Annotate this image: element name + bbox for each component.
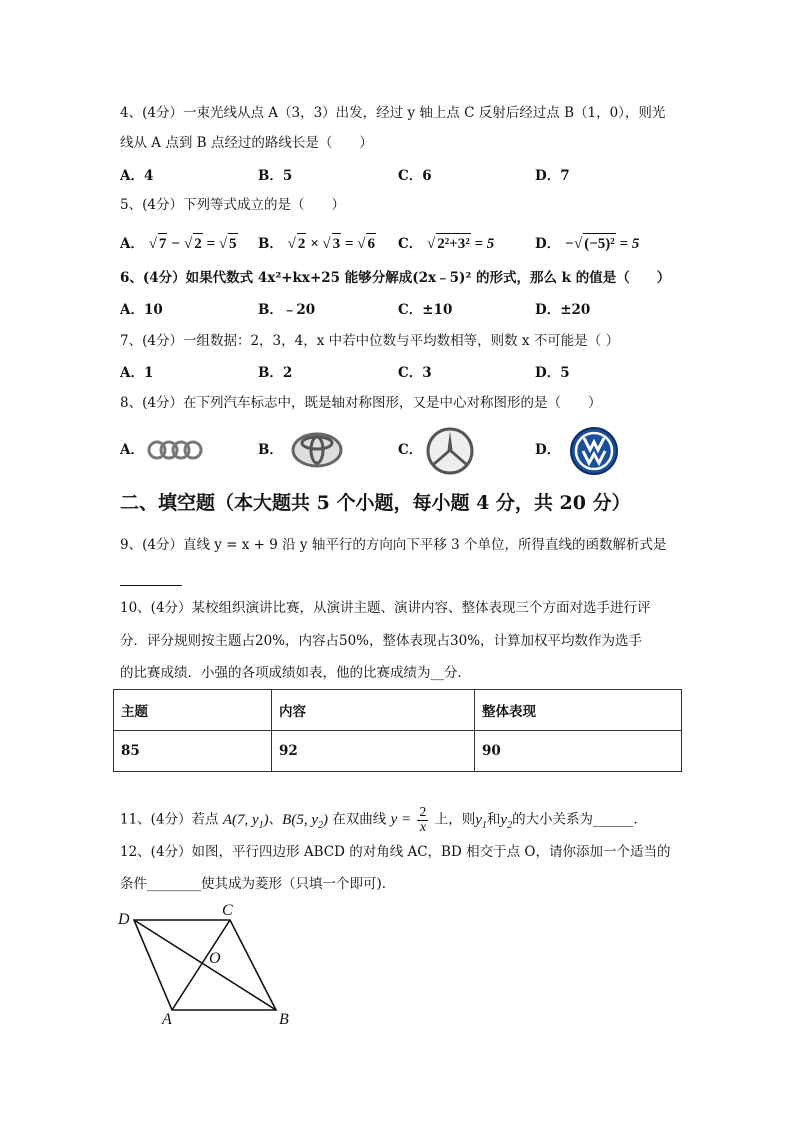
q4-option-d: D．7 bbox=[535, 168, 570, 184]
q6-option-c: C．±10 bbox=[398, 302, 453, 318]
q6-option-b: B．﹣20 bbox=[258, 302, 316, 318]
section-title: 二、填空题（本大题共 5 个小题，每小题 4 分，共 20 分） bbox=[120, 492, 631, 514]
vertex-label-c: C bbox=[222, 902, 233, 919]
q10-score-table bbox=[113, 689, 682, 772]
q11-end: 的大小关系为______. bbox=[512, 811, 638, 828]
audi-rings-icon bbox=[146, 436, 204, 464]
q11-fraction: 2 x bbox=[419, 805, 427, 835]
q6-option-a: A．10 bbox=[120, 302, 163, 318]
q5-formula-b: √ 2 × √ 3 = √ 6 bbox=[288, 236, 376, 252]
q8-label-b: B． bbox=[258, 442, 283, 458]
q7-option-c: C．3 bbox=[398, 365, 432, 381]
q7-option-b: B．2 bbox=[258, 365, 293, 381]
toyota-logo-icon bbox=[290, 431, 344, 469]
q6-option-d: D．±20 bbox=[535, 302, 591, 318]
q4-option-b: B．5 bbox=[258, 168, 293, 184]
q5-label-b: B． bbox=[258, 236, 283, 252]
q4-stem-line1: 4、(4分）一束光线从点 A（3，3）出发，经过 y 轴上点 C 反射后经过点 B（1，0），则光 bbox=[120, 105, 666, 121]
q8-label-c: C． bbox=[398, 442, 423, 458]
q9-stem: 9、(4分）直线 y = x + 9 沿 y 轴平行的方向向下平移 3 个单位，所得直线的函数解析式是 bbox=[120, 537, 667, 553]
q5-option-d bbox=[535, 233, 639, 254]
q11-suffix: 上，则 bbox=[434, 811, 476, 828]
q8-stem: 8、(4分）在下列汽车标志中，既是轴对称图形，又是中心对称图形的是（ ） bbox=[120, 395, 602, 411]
q9-answer-blank bbox=[120, 585, 182, 586]
diagonal-ac bbox=[172, 920, 230, 1010]
q4-stem-line2: 线从 A 点到 B 点经过的路线长是（ ） bbox=[120, 135, 373, 151]
q7-stem: 7、(4分）一组数据：2，3，4，x 中若中位数与平均数相等，则数 x 不可能是（ ） bbox=[120, 333, 620, 349]
q5-label-d: D． bbox=[535, 236, 561, 252]
q11-point-b: B(5, $y_2$) bbox=[282, 811, 328, 831]
table-header-content: 内容 bbox=[272, 690, 475, 731]
q5-stem: 5、(4分）下列等式成立的是（ ） bbox=[120, 197, 345, 213]
q11-y1: $y_1$ bbox=[475, 811, 487, 831]
q4-option-c: C．6 bbox=[398, 168, 432, 184]
q5-option-b bbox=[258, 233, 376, 254]
q11-prefix: 11、(4分）若点 bbox=[120, 811, 219, 828]
q5-label-a: A． bbox=[120, 236, 144, 252]
table-header-performance: 整体表现 bbox=[475, 690, 682, 731]
q12-stem-line1: 12、(4分）如图，平行四边形 ABCD 的对角线 AC，BD 相交于点 O，请你添加一个适当的 bbox=[120, 844, 671, 860]
q4-option-a: A．4 bbox=[120, 168, 154, 184]
q5-formula-c: √ 2²+3² = 5 bbox=[427, 236, 494, 252]
diagonal-bd bbox=[134, 920, 276, 1010]
q11-and: 和 bbox=[486, 811, 501, 828]
vertex-label-a: A bbox=[162, 1011, 172, 1025]
center-label-o: O bbox=[209, 950, 221, 967]
table-cell-topic-score: 85 bbox=[114, 731, 272, 772]
q10-stem-line3: 的比赛成绩．小强的各项成绩如表，他的比赛成绩为__分． bbox=[120, 665, 471, 681]
q6-stem: 6、(4分）如果代数式 4x²+kx+25 能够分解成(2x﹣5)² 的形式，那么 k 的值是（ ） bbox=[120, 270, 671, 286]
q11-mid: 在双曲线 bbox=[332, 811, 387, 828]
table-header-row bbox=[114, 690, 682, 731]
table-header-topic: 主题 bbox=[114, 690, 272, 731]
q8-label-d: D． bbox=[535, 442, 561, 458]
q8-label-a: A． bbox=[120, 442, 144, 458]
q10-stem-line2: 分．评分规则按主题占20%，内容占50%，整体表现占30%，计算加权平均数作为选手 bbox=[120, 633, 643, 649]
q12-stem-line2: 条件________使其成为菱形（只填一个即可)． bbox=[120, 876, 396, 892]
q11-point-a: A(7, $y_1$) bbox=[222, 811, 269, 831]
q5-option-a bbox=[120, 233, 238, 254]
q11-y2: $y_2$ bbox=[500, 811, 513, 831]
q11-stem: 11、(4分）若点 A(7, $y_1$)、B(5, $y_2$) 在双曲线 y = 2 x 上，则$y_1$和$y_2$的大小关系为______. bbox=[120, 805, 638, 835]
q5-formula-a: √ 7 − √ 2 = √ 5 bbox=[149, 236, 238, 252]
q7-option-a: A．1 bbox=[120, 365, 154, 381]
vertex-label-b: B bbox=[279, 1011, 289, 1025]
parallelogram-figure bbox=[112, 900, 302, 1025]
q11-function: y = bbox=[390, 811, 412, 828]
q5-option-c bbox=[398, 233, 494, 254]
q10-stem-line1: 10、(4分）某校组织演讲比赛，从演讲主题、演讲内容、整体表现三个方面对选手进行评 bbox=[120, 600, 651, 616]
volkswagen-logo-icon bbox=[569, 426, 619, 476]
vertex-label-d: D bbox=[118, 911, 130, 928]
table-cell-performance-score: 90 bbox=[475, 731, 682, 772]
mercedes-logo-icon bbox=[425, 426, 475, 476]
q5-formula-d: −√ (−5)² = 5 bbox=[565, 236, 639, 252]
q5-label-c: C． bbox=[398, 236, 423, 252]
q7-option-d: D．5 bbox=[535, 365, 570, 381]
table-row bbox=[114, 731, 682, 772]
table-cell-content-score: 92 bbox=[272, 731, 475, 772]
